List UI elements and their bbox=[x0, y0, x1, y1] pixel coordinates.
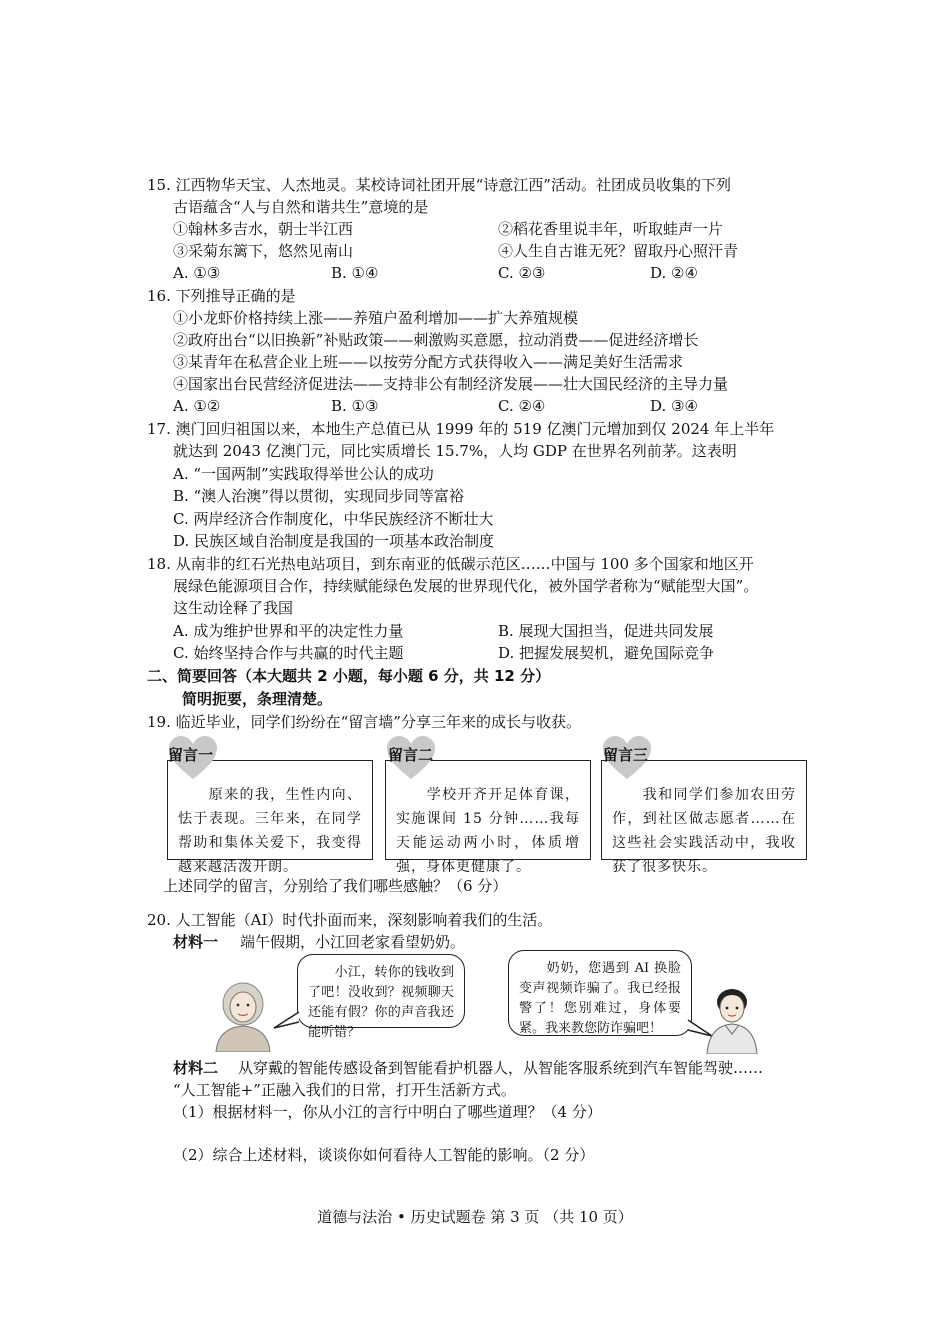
boy-illustration bbox=[703, 984, 761, 1054]
boy-speech-bubble bbox=[508, 950, 692, 1036]
material-2-label: 材料二 bbox=[173, 1059, 219, 1077]
material-1-label: 材料一 bbox=[173, 933, 219, 951]
q15-choice-d: D. ②④ bbox=[650, 264, 698, 282]
q16-choice-b: B. ①③ bbox=[331, 397, 379, 415]
grandma-illustration bbox=[210, 980, 276, 1052]
q19-stem: 19. 临近毕业，同学们纷纷在“留言墙”分享三年来的成长与收获。 bbox=[147, 713, 581, 731]
q16-choice-c: C. ②④ bbox=[498, 397, 546, 415]
q16-option-2: ②政府出台“以旧换新”补贴政策——刺激购买意愿，拉动消费——促进经济增长 bbox=[173, 331, 699, 349]
material-2-line1: 从穿戴的智能传感设备到智能看护机器人，从智能客服系统到汽车智能驾驶…… bbox=[238, 1059, 764, 1077]
q20-subquestion-2: （2）综合上述材料，谈谈你如何看待人工智能的影响。（2 分） bbox=[173, 1146, 595, 1164]
q17-choice-b: B. “澳人治澳”得以贯彻，实现同步同等富裕 bbox=[173, 487, 464, 505]
q16-stem: 16. 下列推导正确的是 bbox=[147, 287, 296, 305]
q15-choice-c: C. ②③ bbox=[498, 264, 546, 282]
q17-choice-a: A. “一国两制”实践取得举世公认的成功 bbox=[173, 465, 434, 483]
q18-choice-a: A. 成为维护世界和平的决定性力量 bbox=[173, 622, 404, 640]
q20-stem: 20. 人工智能（AI）时代扑面而来，深刻影响着我们的生活。 bbox=[147, 911, 553, 929]
q18-stem-line3: 这生动诠释了我国 bbox=[173, 599, 294, 617]
q15-option-1: ①翰林多吉水，朝士半江西 bbox=[173, 220, 354, 238]
q17-stem-line1: 17. 澳门回归祖国以来，本地生产总值已从 1999 年的 519 亿澳门元增加到仅 2024 年上半年 bbox=[147, 420, 775, 438]
q19-question: 上述同学的留言，分别给了我们哪些感触？（6 分） bbox=[163, 877, 508, 895]
message-card-3-text: 我和同学们参加农田劳作，到社区做志愿者……在这些社会实践活动中，我收获了很多快乐。 bbox=[612, 787, 796, 875]
message-card-1-text: 原来的我，生性内向、怯于表现。三年来，在同学帮助和集体关爱下，我变得越来越活泼开朗。 bbox=[178, 787, 362, 875]
message-card-1-label: 留言一 bbox=[168, 746, 214, 764]
q16-choice-d: D. ③④ bbox=[650, 397, 698, 415]
q18-choice-b: B. 展现大国担当，促进共同发展 bbox=[498, 622, 714, 640]
grandma-speech-text: 小江，转你的钱收到了吧！没收到？视频聊天还能有假？你的声音我还能听错？ bbox=[308, 965, 454, 1040]
message-card-2-text: 学校开齐开足体育课，实施课间 15 分钟……我每天能运动两小时，体质增强，身体更健康了。 bbox=[396, 787, 580, 875]
q18-stem-line1: 18. 从南非的红石光热电站项目，到东南亚的低碳示范区……中国与 100 多个国家和地区开 bbox=[147, 555, 754, 573]
page-footer: 道德与法治 • 历史试题卷 第 3 页 （共 10 页） bbox=[317, 1208, 633, 1226]
q15-option-3: ③采菊东篱下，悠然见南山 bbox=[173, 242, 354, 260]
q16-option-4: ④国家出台民营经济促进法——支持非公有制经济发展——壮大国民经济的主导力量 bbox=[173, 375, 729, 393]
q17-stem-line2: 就达到 2043 亿澳门元，同比实质增长 15.7%，人均 GDP 在世界名列前茅。这表明 bbox=[173, 442, 737, 460]
q16-choice-a: A. ①② bbox=[173, 397, 221, 415]
q18-choice-d: D. 把握发展契机，避免国际竞争 bbox=[498, 644, 715, 662]
q16-option-3: ③某青年在私营企业上班——以按劳分配方式获得收入——满足美好生活需求 bbox=[173, 353, 684, 371]
q17-choice-d: D. 民族区域自治制度是我国的一项基本政治制度 bbox=[173, 532, 495, 550]
q18-stem-line2: 展绿色能源项目合作，持续赋能绿色发展的世界现代化，被外国学者称为“赋能型大国”。 bbox=[173, 577, 759, 595]
q16-option-1: ①小龙虾价格持续上涨——养殖户盈利增加——扩大养殖规模 bbox=[173, 309, 579, 327]
section-2-note: 简明扼要，条理清楚。 bbox=[182, 690, 333, 708]
q15-stem-line1: 15. 江西物华天宝、人杰地灵。某校诗词社团开展“诗意江西”活动。社团成员收集的下列 bbox=[147, 176, 731, 194]
q15-choice-a: A. ①③ bbox=[173, 264, 221, 282]
material-2-line2: “人工智能+”正融入我们的日常，打开生活新方式。 bbox=[173, 1081, 516, 1099]
q20-subquestion-1: （1）根据材料一，你从小江的言行中明白了哪些道理？（4 分） bbox=[173, 1103, 602, 1121]
q15-stem-line2: 古语蕴含“人与自然和谐共生”意境的是 bbox=[173, 198, 429, 216]
section-2-title: 二、简要回答（本大题共 2 小题，每小题 6 分，共 12 分） bbox=[147, 667, 551, 685]
q18-choice-c: C. 始终坚持合作与共赢的时代主题 bbox=[173, 644, 404, 662]
q15-option-2: ②稻花香里说丰年，听取蛙声一片 bbox=[498, 220, 724, 238]
q15-choice-b: B. ①④ bbox=[331, 264, 379, 282]
message-card-2-label: 留言二 bbox=[388, 746, 434, 764]
q17-choice-c: C. 两岸经济合作制度化，中华民族经济不断壮大 bbox=[173, 510, 494, 528]
message-card-3-label: 留言三 bbox=[603, 746, 649, 764]
bubble-tail-icon bbox=[272, 1010, 302, 1032]
grandma-speech-bubble bbox=[297, 954, 465, 1040]
material-1-text: 端午假期，小江回老家看望奶奶。 bbox=[240, 933, 466, 951]
q15-option-4: ④人生自古谁无死？留取丹心照汗青 bbox=[498, 242, 739, 260]
boy-speech-text: 奶奶，您遇到 AI 换脸变声视频诈骗了。我已经报警了！您别难过，身体要紧。我来教您防诈骗吧！ bbox=[519, 961, 681, 1036]
